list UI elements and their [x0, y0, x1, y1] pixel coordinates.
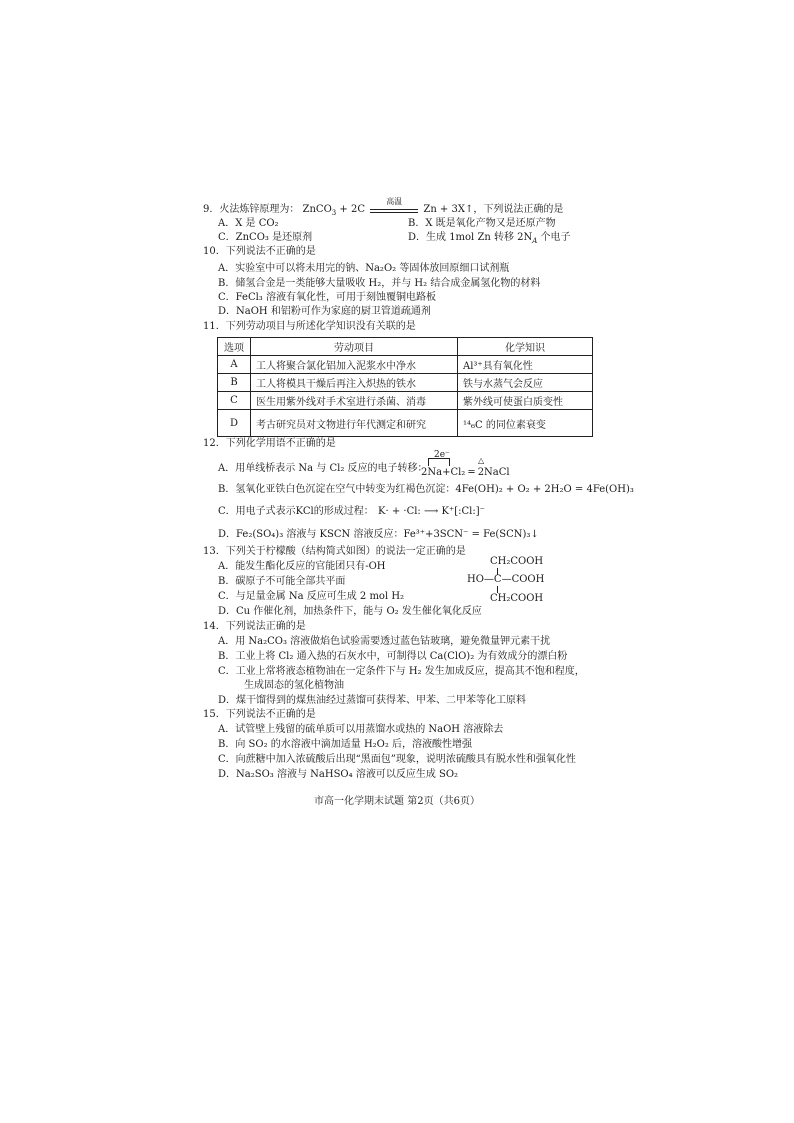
table-row: [218, 392, 593, 410]
q12-option-a: A．用单线桥表示 Na 与 Cl₂ 反应的电子转移：: [218, 463, 428, 474]
reaction-arrow: [370, 196, 418, 216]
header-option: 选项: [218, 338, 251, 356]
q12-stem: 12．下列化学用语不正确的是: [203, 438, 336, 449]
q14-option-a: A．用 Na₂CO₃ 溶液做焰色试验需要透过蓝色钴玻璃，避免微量钾元素干扰: [218, 636, 551, 647]
q13-option-c: C．与足量金属 Na 反应可生成 2 mol H₂: [218, 591, 405, 602]
q13-option-b: B．碳原子不可能全部共平面: [218, 576, 346, 587]
q14-option-c-continued: 生成固态的氢化植物油: [244, 680, 344, 691]
q9-stem-part2: + 2C: [336, 204, 369, 215]
q9-stem-part1: 9．火法炼锌原理为： ZnCO: [203, 204, 332, 215]
table-cell: 工人将模具干燥后再注入炽热的铁水: [251, 374, 458, 392]
q11-table: [217, 337, 593, 437]
table-cell: 紫外线可使蛋白质变性: [458, 392, 593, 410]
table-row: [218, 356, 593, 374]
q15-option-b: B．向 SO₂ 的水溶液中滴加适量 H₂O₂ 后，溶液酸性增强: [218, 739, 473, 750]
table-cell: ¹⁴₆C 的同位素衰变: [458, 410, 593, 437]
table-cell: 医生用紫外线对手术室进行杀菌、消毒: [251, 392, 458, 410]
q9-option-d: D．生成 1mol Zn 转移 $2N_A$ 个电子: [408, 232, 571, 245]
header-labor: 劳动项目: [251, 338, 458, 356]
q14-option-c: C．工业上常将液态植物油在一定条件下与 H₂ 发生加成反应，提高其不饱和程度，: [218, 666, 585, 677]
citric-acid-top: CH₂COOH: [490, 556, 544, 567]
q10-option-c: C．FeCl₃ 溶液有氧化性，可用于刻蚀覆铜电路板: [218, 292, 436, 303]
q9-stem-part3: Zn + 3X↑，下列说法正确的是: [420, 204, 564, 215]
single-bridge-line: [428, 458, 450, 466]
q13-stem: 13．下列关于柠檬酸（结构简式如图）的说法一定正确的是: [203, 546, 466, 557]
citric-acid-bottom: CH₂COOH: [490, 593, 544, 604]
table-row: [218, 410, 593, 437]
table-cell: A: [218, 356, 251, 374]
reaction-condition: 高温: [386, 196, 403, 206]
q14-option-d: D．煤干馏得到的煤焦油经过蒸馏可获得苯、甲苯、二甲苯等化工原料: [218, 695, 527, 706]
table-row: [218, 374, 593, 392]
q13-option-d: D．Cu 作催化剂，加热条件下，能与 O₂ 发生催化氧化反应: [218, 606, 482, 617]
table-cell: D: [218, 410, 251, 437]
table-cell: C: [218, 392, 251, 410]
q15-option-d: D．Na₂SO₃ 溶液与 NaHSO₄ 溶液可以反应生成 SO₂: [218, 769, 459, 780]
q12-option-c-equation: K· + ·Cl: ⟶ K⁺[:Cl:]⁻: [378, 506, 485, 517]
q12-option-d: D．Fe₂(SO₄)₃ 溶液与 KSCN 溶液反应：Fe³⁺+3SCN⁻ = Fe(SCN)₃↓: [218, 529, 539, 540]
q12-option-a-equation: 2Na+Cl₂ ═ 2NaCl: [421, 467, 510, 478]
q10-option-b: B．储氢合金是一类能够大量吸收 H₂，并与 H₂ 结合成金属氢化物的材料: [218, 278, 541, 289]
table-cell: Al³⁺具有氧化性: [458, 356, 593, 374]
table-cell: B: [218, 374, 251, 392]
q10-option-a: A．实验室中可以将未用完的钠、Na₂O₂ 等固体放回原细口试剂瓶: [218, 263, 510, 274]
q9-option-b: B．X 既是氧化产物又是还原产物: [408, 218, 556, 229]
q15-option-a: A．试管壁上残留的硫单质可以用蒸馏水或热的 NaOH 溶液除去: [218, 724, 504, 735]
q14-option-b: B．工业上将 Cl₂ 通入热的石灰水中，可制得以 Ca(ClO)₂ 为有效成分的漂白粉: [218, 651, 568, 662]
q11-stem: 11．下列劳动项目与所述化学知识没有关联的是: [203, 321, 416, 332]
q9-stem: 9．火法炼锌原理为： ZnCO$_3$ + 2C 高温 Zn + 3X↑，下列说法正确的是: [203, 196, 564, 217]
q15-stem: 15．下列说法不正确的是: [203, 709, 316, 720]
q9-option-c: C．ZnCO₃ 是还原剂: [218, 232, 313, 243]
q9-option-d-tail: 个电子: [537, 232, 571, 243]
q9-option-a: A．X 是 CO₂: [218, 218, 279, 229]
electron-transfer-label: 2e⁻: [434, 450, 450, 460]
table-cell: 工人将聚合氯化铝加入泥浆水中净水: [251, 356, 458, 374]
q9-option-d-text: D．生成 1mol Zn 转移 2N: [408, 232, 533, 243]
q10-stem: 10．下列说法不正确的是: [203, 246, 316, 257]
q14-stem: 14．下列说法正确的是: [203, 621, 306, 632]
header-knowledge: 化学知识: [458, 338, 593, 356]
q13-option-a: A．能发生酯化反应的官能团只有-OH: [218, 561, 386, 572]
citric-acid-middle: HO—C—COOH: [467, 574, 545, 585]
table-cell: 考古研究员对文物进行年代测定和研究: [251, 410, 458, 437]
q12-option-c: C．用电子式表示KCl的形成过程：: [218, 506, 374, 517]
q15-option-c: C．向蔗糖中加入浓硫酸后出现“黑面包”现象，说明浓硫酸具有脱水性和强氧化性: [218, 754, 576, 765]
heat-symbol: △: [478, 456, 485, 465]
table-header-row: [218, 338, 593, 356]
table-cell: 铁与水蒸气会反应: [458, 374, 593, 392]
q12-option-b: B．氢氧化亚铁白色沉淀在空气中转变为红褐色沉淀：4Fe(OH)₂ + O₂ + 2H₂O = 4Fe(OH)₃: [218, 484, 634, 495]
page-footer: 市高一化学期末试题 第2页（共6页）: [314, 796, 480, 807]
q10-option-d: D．NaOH 和铝粉可作为家庭的厨卫管道疏通剂: [218, 306, 431, 317]
